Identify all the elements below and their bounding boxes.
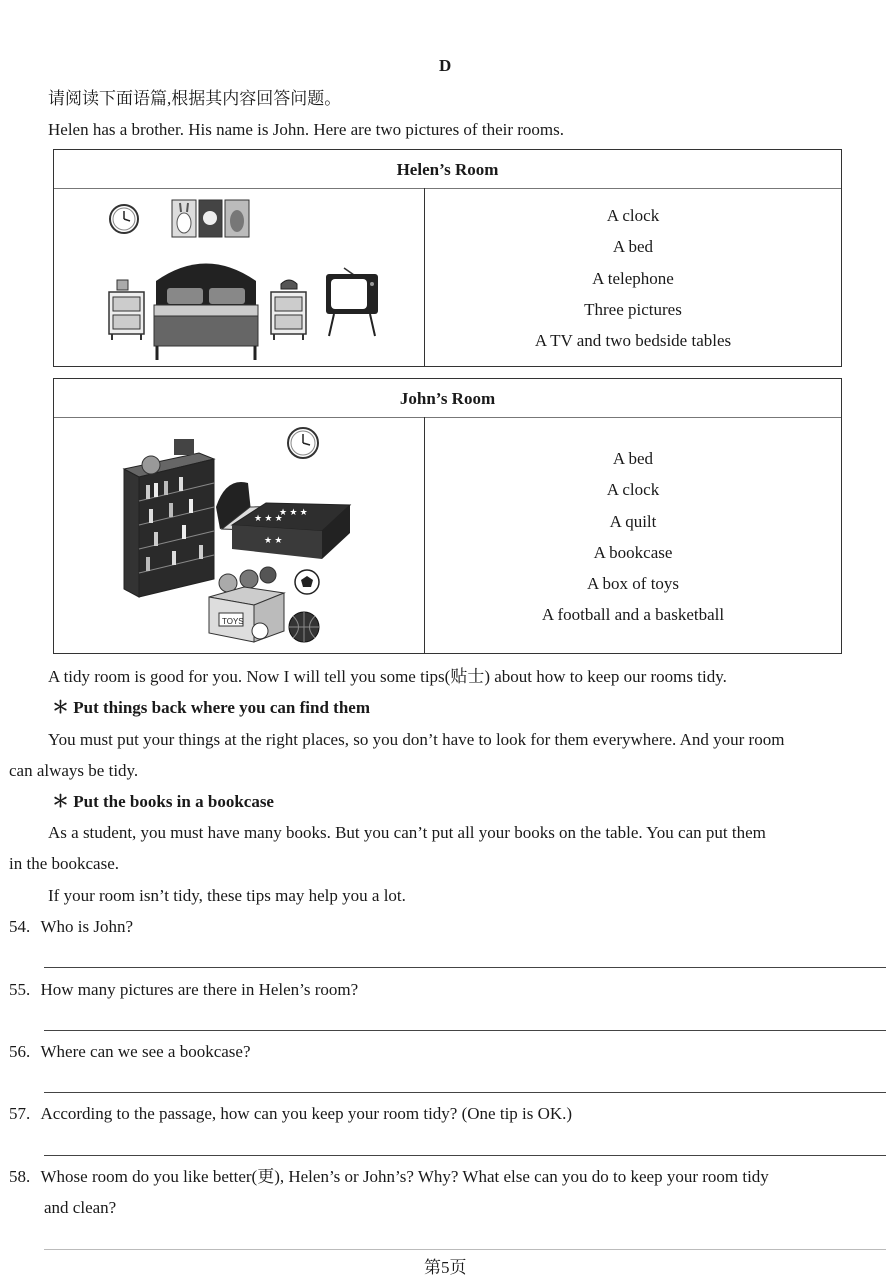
bedside-table-right-icon bbox=[271, 280, 306, 340]
question-54 bbox=[9, 917, 133, 937]
question-58-line-2: and clean? bbox=[44, 1198, 117, 1217]
list-item: A bed bbox=[612, 237, 654, 257]
answer-line-56[interactable] bbox=[44, 1092, 886, 1093]
question-text: How many pictures are there in Helen’s room? bbox=[40, 980, 359, 999]
helen-room-item-list bbox=[425, 200, 841, 356]
bed-with-quilt-icon bbox=[216, 482, 350, 559]
tip-1-heading: ＊ Put things back where you can find them bbox=[52, 698, 370, 717]
list-item: Three pictures bbox=[584, 299, 682, 319]
question-56 bbox=[9, 1042, 251, 1062]
list-item: A TV and two bedside tables bbox=[534, 331, 732, 351]
clock-icon bbox=[110, 205, 138, 233]
list-item: A clock bbox=[606, 206, 660, 225]
page-number: 第5页 bbox=[424, 1258, 467, 1277]
svg-text:★ ★ ★: ★ ★ ★ bbox=[254, 513, 283, 523]
clock-icon bbox=[288, 428, 318, 458]
list-item: A telephone bbox=[592, 268, 674, 288]
list-item: A quilt bbox=[609, 511, 657, 531]
svg-text:★ ★: ★ ★ bbox=[264, 535, 283, 545]
football-icon bbox=[295, 570, 319, 594]
list-item: A bookcase bbox=[593, 542, 673, 562]
list-item: A box of toys bbox=[586, 574, 680, 594]
john-room-title: John’s Room bbox=[54, 379, 841, 418]
passage-paragraph-4: If your room isn’t tidy, these tips may help you a lot. bbox=[48, 886, 406, 905]
answer-line-57[interactable] bbox=[44, 1155, 886, 1156]
answer-line-58[interactable] bbox=[44, 1249, 886, 1250]
helen-room-title: Helen’s Room bbox=[54, 150, 841, 189]
section-letter: D bbox=[439, 56, 452, 75]
pictures-icon bbox=[172, 200, 249, 237]
list-item: A clock bbox=[606, 480, 660, 500]
passage-paragraph-2-line-1: You must put your things at the right places, so you don’t have to look for them everywhere. And your room bbox=[48, 730, 785, 749]
question-text: Who is John? bbox=[40, 917, 134, 936]
instruction-text: 请阅读下面语篇,根据其内容回答问题。 bbox=[48, 89, 342, 108]
toy-box-label: TOYS bbox=[222, 617, 244, 626]
answer-line-54[interactable] bbox=[44, 967, 886, 968]
question-text: According to the passage, how can you keep your room tidy? (One tip is OK.) bbox=[40, 1104, 573, 1123]
question-number: 55. bbox=[9, 980, 31, 999]
toy-box-icon bbox=[209, 567, 284, 642]
bed-icon bbox=[154, 264, 258, 361]
question-57 bbox=[9, 1104, 572, 1124]
list-item: A bed bbox=[612, 449, 654, 468]
intro-text: Helen has a brother. His name is John. Here are two pictures of their rooms. bbox=[48, 120, 564, 139]
question-text: Where can we see a bookcase? bbox=[40, 1042, 251, 1061]
answer-line-55[interactable] bbox=[44, 1030, 886, 1031]
helen-room-table bbox=[53, 149, 842, 367]
question-58 bbox=[9, 1167, 769, 1187]
john-room-item-list bbox=[425, 443, 841, 631]
passage-paragraph-2-line-2: can always be tidy. bbox=[9, 761, 139, 780]
question-number: 54. bbox=[9, 917, 31, 936]
john-room-illustration bbox=[54, 417, 424, 655]
bedside-table-left-icon bbox=[109, 280, 144, 340]
question-number: 57. bbox=[9, 1104, 31, 1123]
passage-paragraph-1: A tidy room is good for you. Now I will tell you some tips(贴士) about how to keep our rooms tidy. bbox=[48, 667, 727, 686]
bookcase-icon bbox=[124, 439, 214, 597]
helen-room-illustration bbox=[54, 188, 424, 368]
john-room-table bbox=[53, 378, 842, 654]
svg-text:★ ★ ★: ★ ★ ★ bbox=[279, 507, 308, 517]
tip-2-heading: ＊ Put the books in a bookcase bbox=[52, 792, 274, 811]
basketball-icon bbox=[289, 612, 319, 642]
passage-paragraph-3-line-2: in the bookcase. bbox=[9, 854, 119, 873]
question-text: Whose room do you like better(更), Helen’s or John’s? Why? What else can you do to keep your room tidy bbox=[40, 1167, 769, 1186]
question-number: 58. bbox=[9, 1167, 31, 1186]
passage-paragraph-3-line-1: As a student, you must have many books. But you can’t put all your books on the table. You can put them bbox=[48, 823, 766, 842]
question-55 bbox=[9, 980, 358, 1000]
question-number: 56. bbox=[9, 1042, 31, 1061]
list-item: A football and a basketball bbox=[541, 605, 725, 625]
tv-icon bbox=[326, 268, 378, 336]
